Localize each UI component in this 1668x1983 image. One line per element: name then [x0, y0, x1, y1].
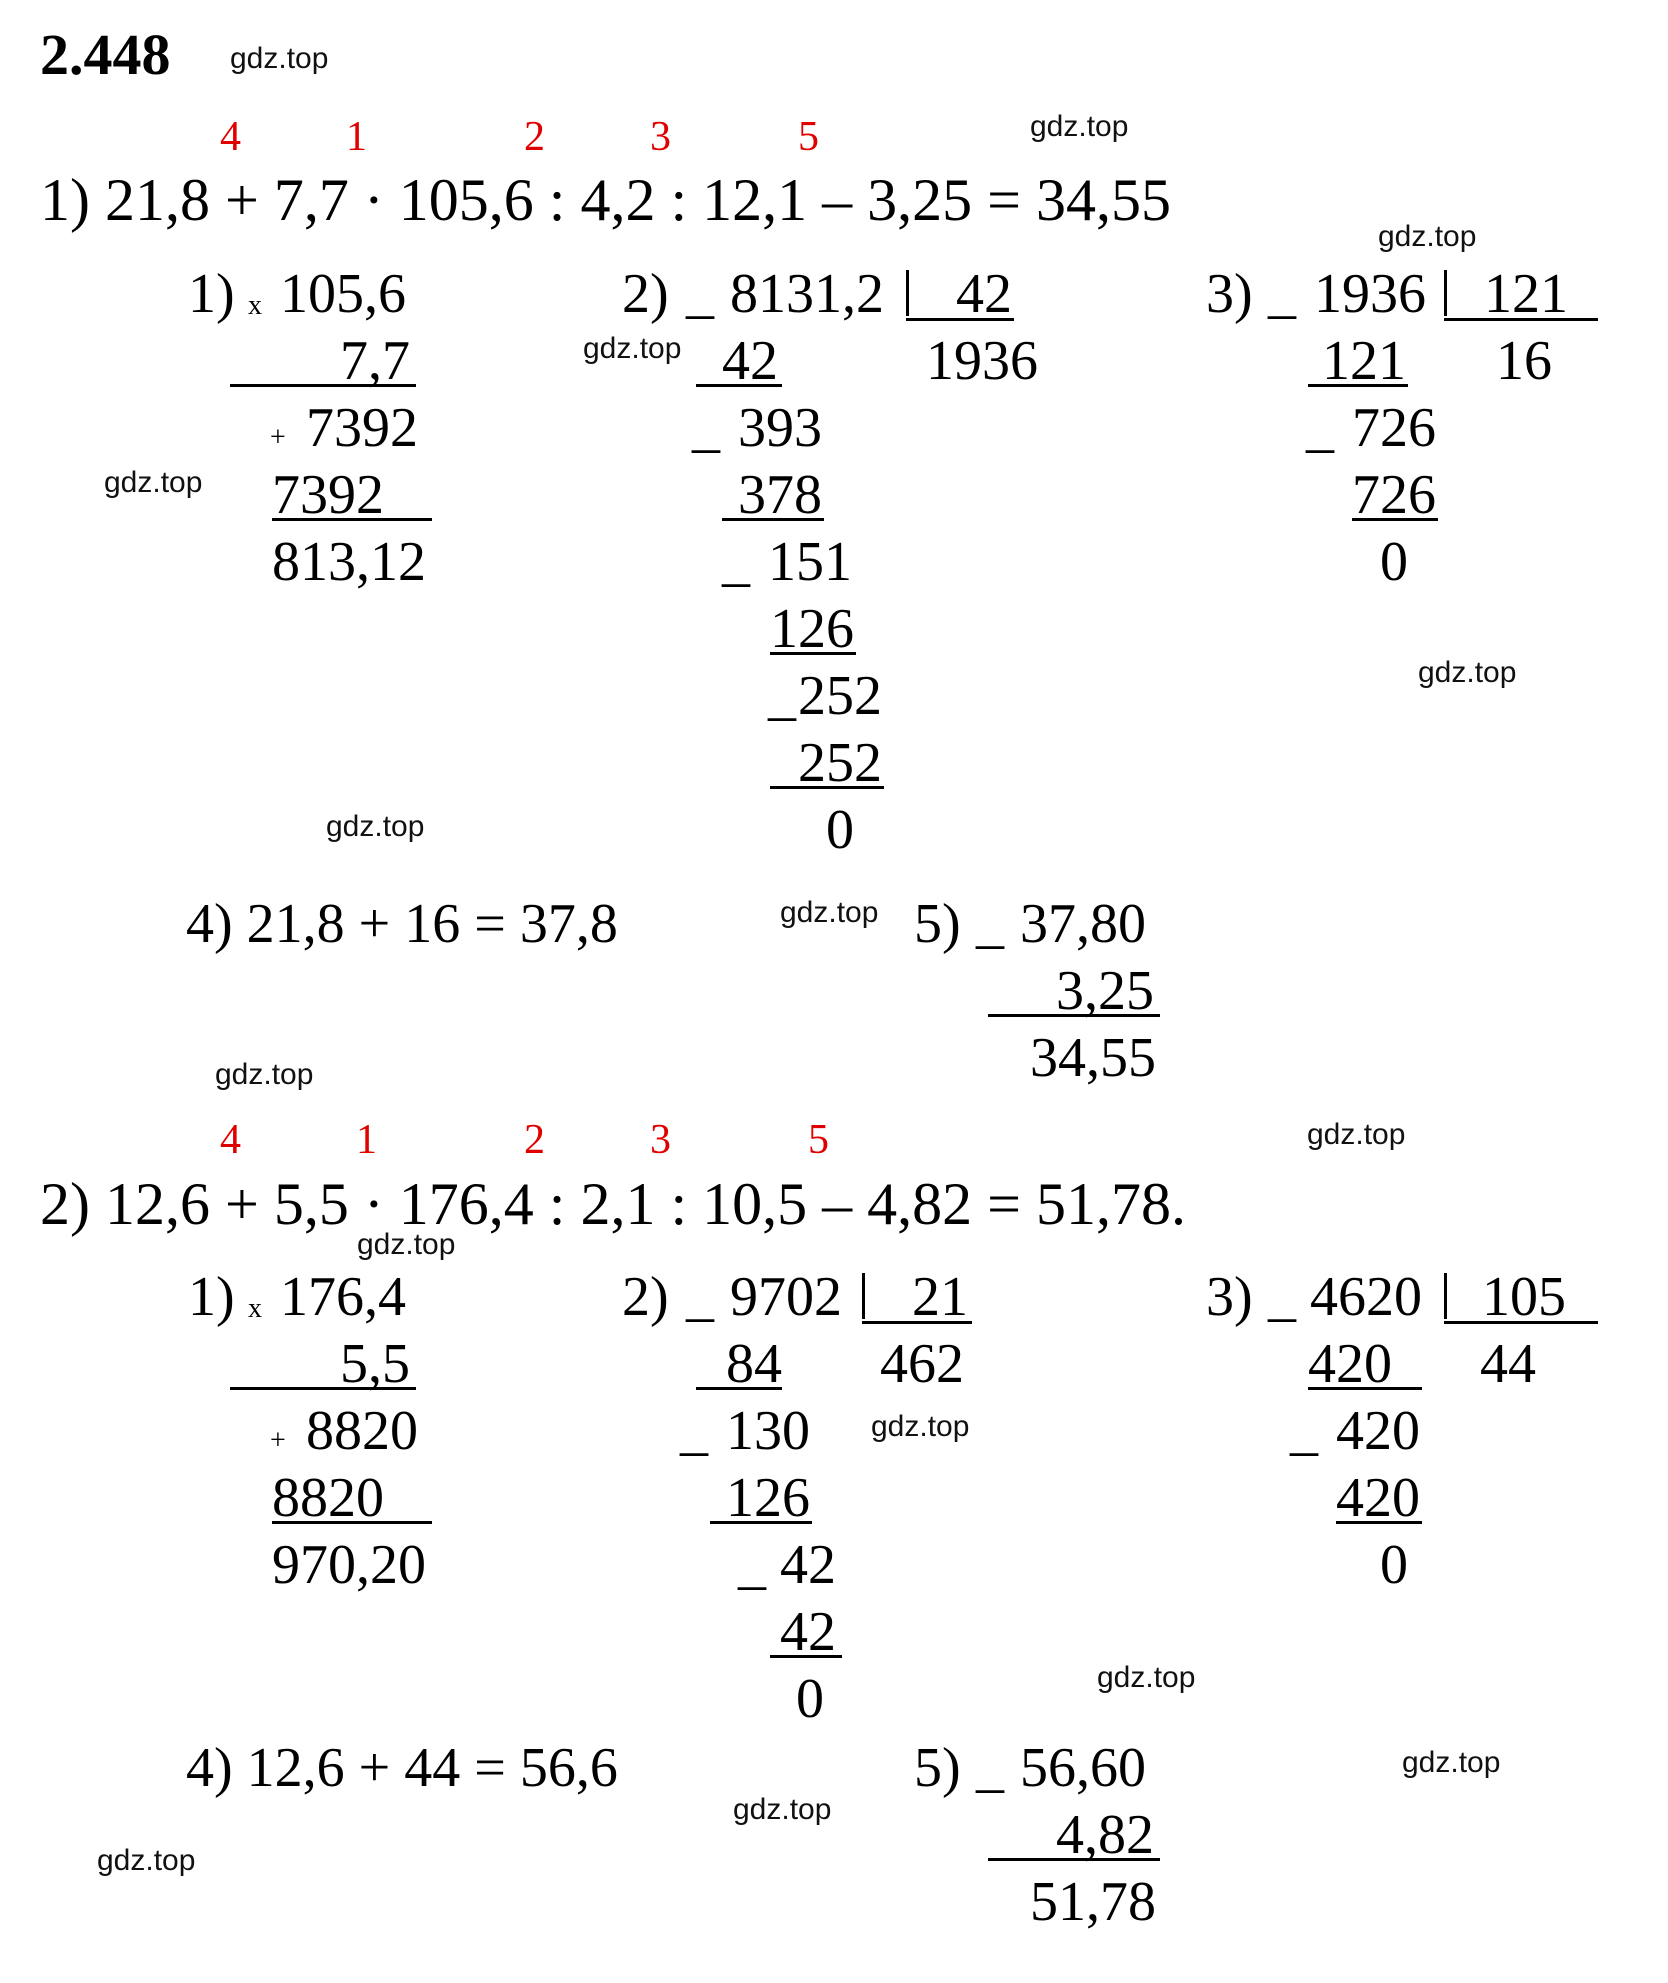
step-label: 3) [1206, 263, 1253, 325]
watermark: gdz.top [583, 332, 682, 365]
minus-sign: _ [722, 531, 750, 593]
plus-sign: + [270, 422, 286, 453]
remainder: 130 [726, 1400, 810, 1462]
quotient: 462 [880, 1333, 964, 1395]
order-number: 1 [356, 1117, 377, 1163]
divisor: 121 [1484, 263, 1568, 325]
order-number: 2 [524, 1117, 545, 1163]
remainder: 252 [798, 665, 882, 727]
divisor: 21 [912, 1266, 968, 1328]
minus-sign: _ [692, 397, 720, 459]
watermark: gdz.top [733, 1793, 832, 1826]
order-number: 1 [346, 114, 367, 160]
remainder: 393 [738, 397, 822, 459]
factor: 176,4 [280, 1266, 406, 1328]
watermark: gdz.top [230, 42, 329, 75]
order-number: 4 [220, 114, 241, 160]
dividend: 4620 [1310, 1266, 1422, 1328]
addition-step: 4) 12,6 + 44 = 56,6 [186, 1737, 618, 1799]
order-number: 5 [808, 1117, 829, 1163]
subtrahend: 726 [1352, 464, 1436, 526]
watermark: gdz.top [104, 466, 203, 499]
watermark: gdz.top [780, 896, 879, 929]
difference: 34,55 [1030, 1027, 1156, 1089]
divisor: 42 [956, 263, 1012, 325]
watermark: gdz.top [326, 810, 425, 843]
quotient: 1936 [926, 330, 1038, 392]
watermark: gdz.top [357, 1228, 456, 1261]
partial-product: 7392 [272, 464, 384, 526]
watermark: gdz.top [1030, 110, 1129, 143]
order-number: 4 [220, 1117, 241, 1163]
order-number: 3 [650, 1117, 671, 1163]
order-number: 3 [650, 114, 671, 160]
subtrahend: 4,82 [1056, 1804, 1154, 1866]
dividend: 9702 [730, 1266, 842, 1328]
factor: 7,7 [340, 330, 410, 392]
watermark: gdz.top [97, 1844, 196, 1877]
watermark: gdz.top [1378, 220, 1477, 253]
quotient: 16 [1496, 330, 1552, 392]
minuend: 37,80 [1020, 893, 1146, 955]
quotient: 44 [1480, 1333, 1536, 1395]
minus-sign: _ [1290, 1400, 1318, 1462]
dividend: 1936 [1314, 263, 1426, 325]
multiply-sign: x [248, 1293, 262, 1324]
remainder: 42 [780, 1534, 836, 1596]
subtrahend: 42 [722, 330, 778, 392]
expression: 1) 21,8 + 7,7 · 105,6 : 4,2 : 12,1 – 3,25 = 34,55 [40, 167, 1171, 233]
subtrahend: 3,25 [1056, 960, 1154, 1022]
step-label: 3) [1206, 1266, 1253, 1328]
subtrahend: 378 [738, 464, 822, 526]
subtrahend: 126 [770, 598, 854, 660]
partial-product: 7392 [306, 397, 418, 459]
subtrahend: 252 [798, 732, 882, 794]
final-remainder: 0 [826, 799, 854, 861]
subtrahend: 420 [1308, 1333, 1392, 1395]
difference: 51,78 [1030, 1871, 1156, 1933]
step-label: 1) [188, 263, 235, 325]
watermark: gdz.top [1402, 1746, 1501, 1779]
subtrahend: 126 [726, 1467, 810, 1529]
remainder: 420 [1336, 1400, 1420, 1462]
factor: 105,6 [280, 263, 406, 325]
order-number: 2 [524, 114, 545, 160]
subtrahend: 42 [780, 1601, 836, 1663]
multiply-sign: x [248, 290, 262, 321]
watermark: gdz.top [1418, 656, 1517, 689]
product: 970,20 [272, 1534, 426, 1596]
order-number: 5 [798, 114, 819, 160]
subtrahend: 84 [726, 1333, 782, 1395]
step-label: 2) [622, 1266, 669, 1328]
minus-sign: _ [680, 1400, 708, 1462]
product: 813,12 [272, 531, 426, 593]
minus-sign: _ [768, 665, 796, 727]
minus-sign: _ [738, 1534, 766, 1596]
subtrahend: 420 [1336, 1467, 1420, 1529]
minus-sign: _ [686, 1266, 714, 1328]
partial-product: 8820 [272, 1467, 384, 1529]
plus-sign: + [270, 1425, 286, 1456]
addition-step: 4) 21,8 + 16 = 37,8 [186, 893, 618, 955]
expression: 2) 12,6 + 5,5 · 176,4 : 2,1 : 10,5 – 4,82 = 51,78. [40, 1171, 1186, 1237]
minus-sign: _ [976, 1737, 1004, 1799]
final-remainder: 0 [796, 1668, 824, 1730]
minus-sign: _ [1306, 397, 1334, 459]
step-label: 5) [914, 1737, 961, 1799]
minus-sign: _ [686, 263, 714, 325]
divisor: 105 [1482, 1266, 1566, 1328]
remainder: 151 [768, 531, 852, 593]
dividend: 8131,2 [730, 263, 884, 325]
exercise-number: 2.448 [40, 22, 171, 87]
partial-product: 8820 [306, 1400, 418, 1462]
subtrahend: 121 [1322, 330, 1406, 392]
step-label: 5) [914, 893, 961, 955]
watermark: gdz.top [215, 1058, 314, 1091]
minus-sign: _ [1268, 1266, 1296, 1328]
final-remainder: 0 [1380, 1534, 1408, 1596]
watermark: gdz.top [1097, 1661, 1196, 1694]
step-label: 2) [622, 263, 669, 325]
watermark: gdz.top [871, 1410, 970, 1443]
minus-sign: _ [976, 893, 1004, 955]
factor: 5,5 [340, 1333, 410, 1395]
minuend: 56,60 [1020, 1737, 1146, 1799]
step-label: 1) [188, 1266, 235, 1328]
minus-sign: _ [1268, 263, 1296, 325]
watermark: gdz.top [1307, 1118, 1406, 1151]
final-remainder: 0 [1380, 531, 1408, 593]
remainder: 726 [1352, 397, 1436, 459]
